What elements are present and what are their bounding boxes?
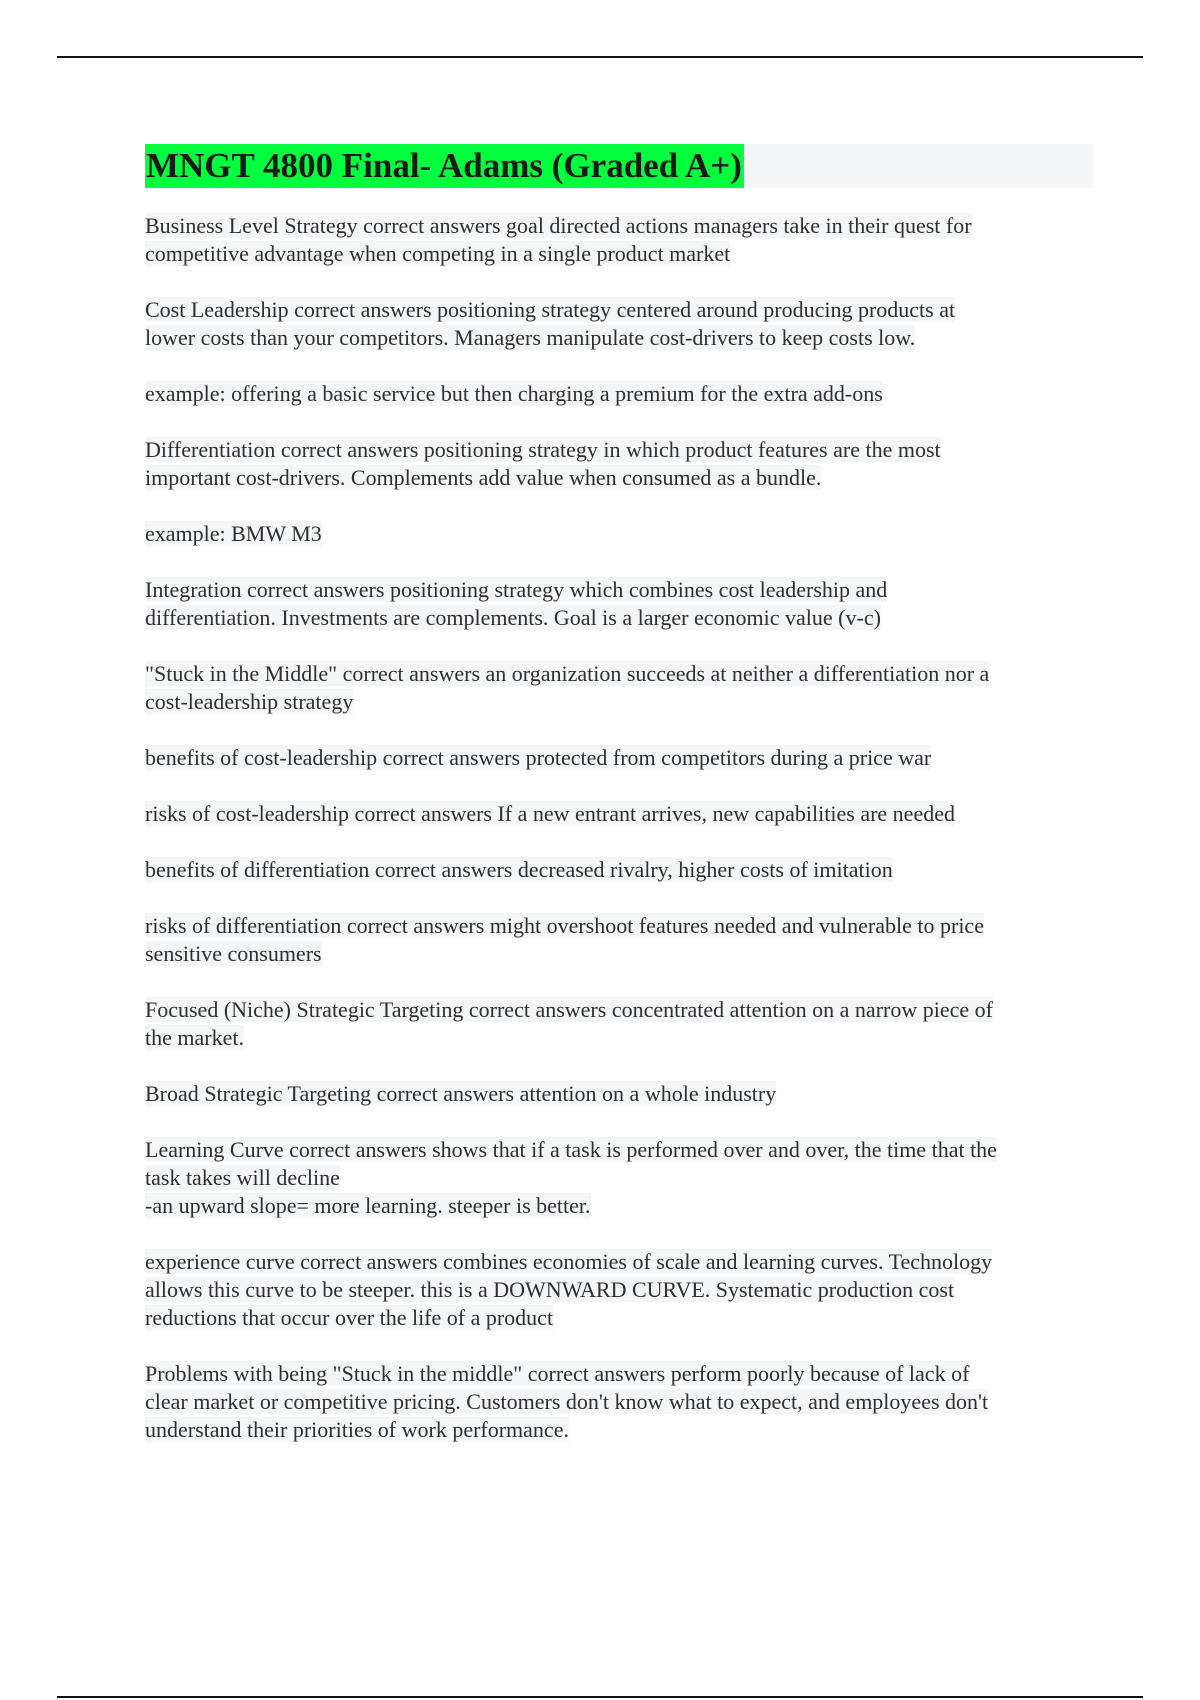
entry-text: example: BMW M3 — [145, 521, 322, 546]
entry-risks-cost-leadership — [145, 800, 1093, 828]
document-body — [145, 144, 1093, 1472]
entry-text: experience curve correct answers combines economies of scale and learning curves. Technology allows this curve to be steeper. this is a DOWNWARD CURVE. Systematic production cost reductions that occur over the life of a product — [145, 1249, 993, 1330]
title-bar — [145, 144, 1093, 188]
entry-text: benefits of differentiation correct answers decreased rivalry, higher costs of imitation — [145, 857, 893, 882]
entry-stuck-in-the-middle-problems — [145, 1360, 1093, 1444]
entry-differentiation — [145, 436, 1093, 492]
entry-experience-curve — [145, 1248, 1093, 1332]
entry-text: Problems with being "Stuck in the middle" correct answers perform poorly because of lack of clear market or competitive pricing. Customers don't know what to expect, and employees don't understand their priorities of work performance. — [145, 1361, 989, 1442]
entry-text: Business Level Strategy correct answers goal directed actions managers take in their quest for competitive advantage when competing in a single product market — [145, 213, 972, 266]
entry-text: risks of differentiation correct answers might overshoot features needed and vulnerable to price sensitive consumers — [145, 913, 984, 966]
entry-text: Cost Leadership correct answers positioning strategy centered around producing products at lower costs than your competitors. Managers manipulate cost-drivers to keep costs low. — [145, 297, 956, 350]
document-title: MNGT 4800 Final- Adams (Graded A+) — [145, 144, 744, 188]
entry-text: example: offering a basic service but then charging a premium for the extra add-ons — [145, 381, 883, 406]
entry-text: Integration correct answers positioning strategy which combines cost leadership and differentiation. Investments are complements. Goal is a larger economic value (v-c) — [145, 577, 888, 630]
entry-text: risks of cost-leadership correct answers If a new entrant arrives, new capabilities are needed — [145, 801, 955, 826]
entry-broad-targeting — [145, 1080, 1093, 1108]
entry-learning-curve — [145, 1136, 1093, 1220]
entry-text: Broad Strategic Targeting correct answers attention on a whole industry — [145, 1081, 777, 1106]
entry-text: Learning Curve correct answers shows that if a task is performed over and over, the time that the task takes will decline -an upward slope= more learning. steeper is better. — [145, 1137, 997, 1218]
entry-benefits-cost-leadership — [145, 744, 1093, 772]
page-top-rule — [57, 56, 1143, 58]
entry-integration — [145, 576, 1093, 632]
entry-focused-niche-targeting — [145, 996, 1093, 1052]
entry-stuck-in-the-middle — [145, 660, 1093, 716]
entry-business-level-strategy — [145, 212, 1093, 268]
entry-cost-leadership-example — [145, 380, 1093, 408]
page-bottom-rule — [57, 1696, 1143, 1698]
entry-text: Differentiation correct answers positioning strategy in which product features are the most important cost-drivers. Complements add value when consumed as a bundle. — [145, 437, 941, 490]
entry-text: "Stuck in the Middle" correct answers an organization succeeds at neither a differentiation nor a cost-leadership strategy — [145, 661, 990, 714]
entry-risks-differentiation — [145, 912, 1093, 968]
entry-benefits-differentiation — [145, 856, 1093, 884]
entry-cost-leadership — [145, 296, 1093, 352]
entry-text: Focused (Niche) Strategic Targeting correct answers concentrated attention on a narrow piece of the market. — [145, 997, 993, 1050]
entry-text: benefits of cost-leadership correct answers protected from competitors during a price war — [145, 745, 932, 770]
entry-differentiation-example — [145, 520, 1093, 548]
